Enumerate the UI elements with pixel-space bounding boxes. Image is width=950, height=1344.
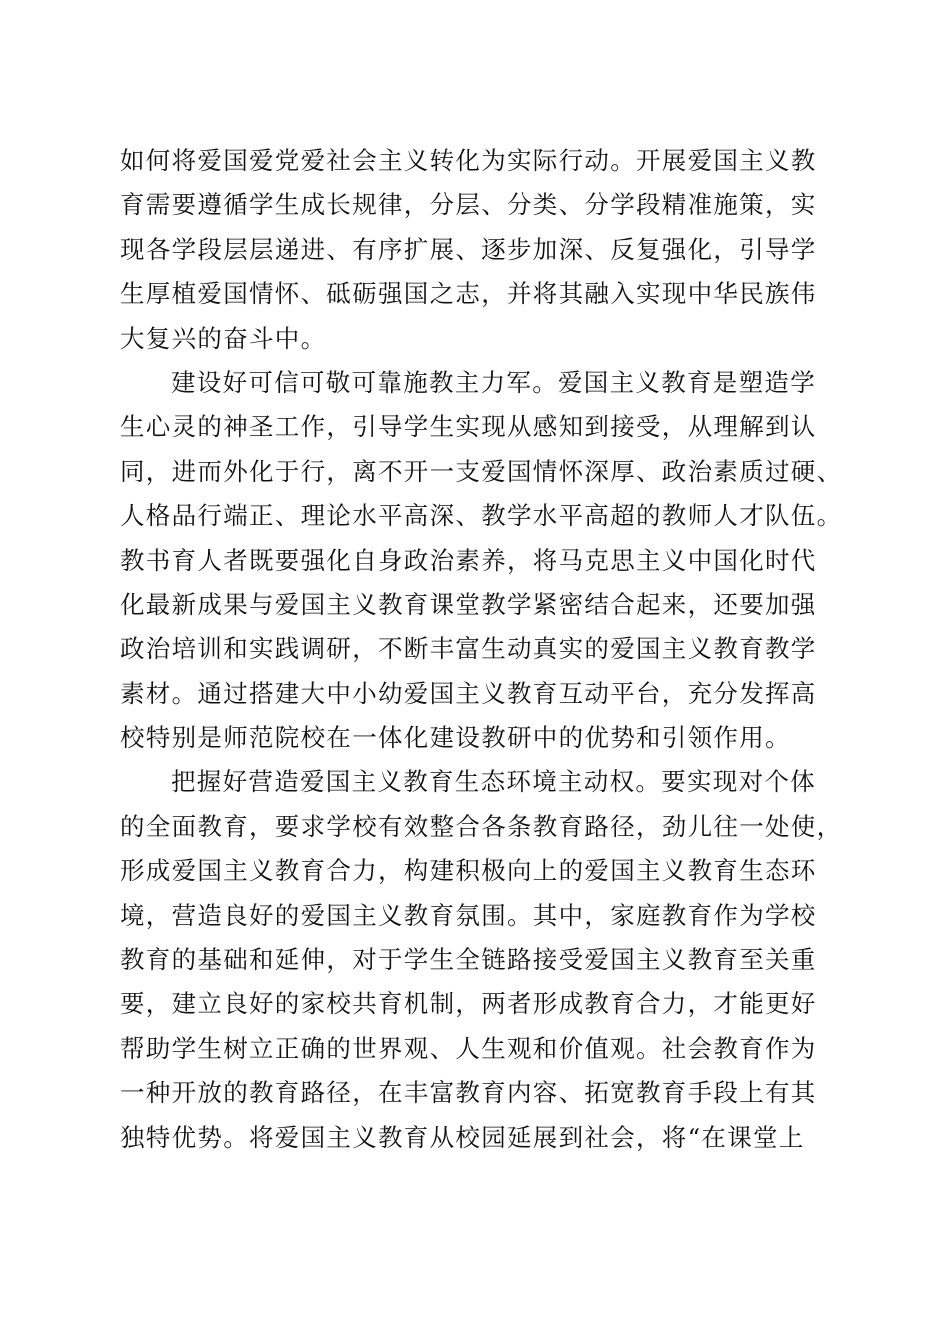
text-line: 境，营造良好的爱国主义教育氛围。其中，家庭教育作为学校 (120, 900, 817, 930)
text-line: 教书育人者既要强化自身政治素养，将马克思主义中国化时代 (120, 545, 817, 575)
text-line: 同，进而外化于行，离不开一支爱国情怀深厚、政治素质过硬、 (120, 456, 843, 486)
text-line: 要，建立良好的家校共育机制，两者形成教育合力，才能更好 (120, 989, 817, 1019)
text-line: 人格品行端正、理论水平高深、教学水平高超的教师人才队伍。 (120, 501, 843, 531)
text-line: 的全面教育，要求学校有效整合各条教育路径，劲儿往一处使， (120, 811, 843, 841)
text-line: 一种开放的教育路径，在丰富教育内容、拓宽教育手段上有其 (120, 1078, 817, 1108)
text-line: 政治培训和实践调研，不断丰富生动真实的爱国主义教育教学 (120, 634, 817, 664)
text-line: 生心灵的神圣工作，引导学生实现从感知到接受，从理解到认 (120, 412, 817, 442)
text-line: 帮助学生树立正确的世界观、人生观和价值观。社会教育作为 (120, 1033, 817, 1063)
paragraph-start-line: 把握好营造爱国主义教育生态环境主动权。要实现对个体 (171, 767, 816, 797)
body-text (120, 139, 843, 1160)
text-line: 形成爱国主义教育合力，构建积极向上的爱国主义教育生态环 (120, 856, 817, 886)
text-line: 育需要遵循学生成长规律，分层、分类、分学段精准施策，实 (120, 190, 817, 220)
text-line: 素材。通过搭建大中小幼爱国主义教育互动平台，充分发挥高 (120, 678, 817, 708)
paragraph-start-line: 建设好可信可敬可靠施教主力军。爱国主义教育是塑造学 (171, 367, 816, 397)
text-line: 教育的基础和延伸，对于学生全链路接受爱国主义教育至关重 (120, 945, 817, 975)
text-line: 生厚植爱国情怀、砥砺强国之志，并将其融入实现中华民族伟 (120, 279, 817, 309)
text-line: 独特优势。将爱国主义教育从校园延展到社会，将“在课堂上 (120, 1122, 805, 1152)
text-line: 现各学段层层递进、有序扩展、逐步加深、反复强化，引导学 (120, 234, 817, 264)
text-line: 大复兴的奋斗中。 (120, 323, 327, 353)
text-line: 如何将爱国爱党爱社会主义转化为实际行动。开展爱国主义教 (120, 146, 817, 175)
text-line: 校特别是师范院校在一体化建设教研中的优势和引领作用。 (120, 723, 791, 753)
text-line: 化最新成果与爱国主义教育课堂教学紧密结合起来，还要加强 (120, 589, 817, 619)
